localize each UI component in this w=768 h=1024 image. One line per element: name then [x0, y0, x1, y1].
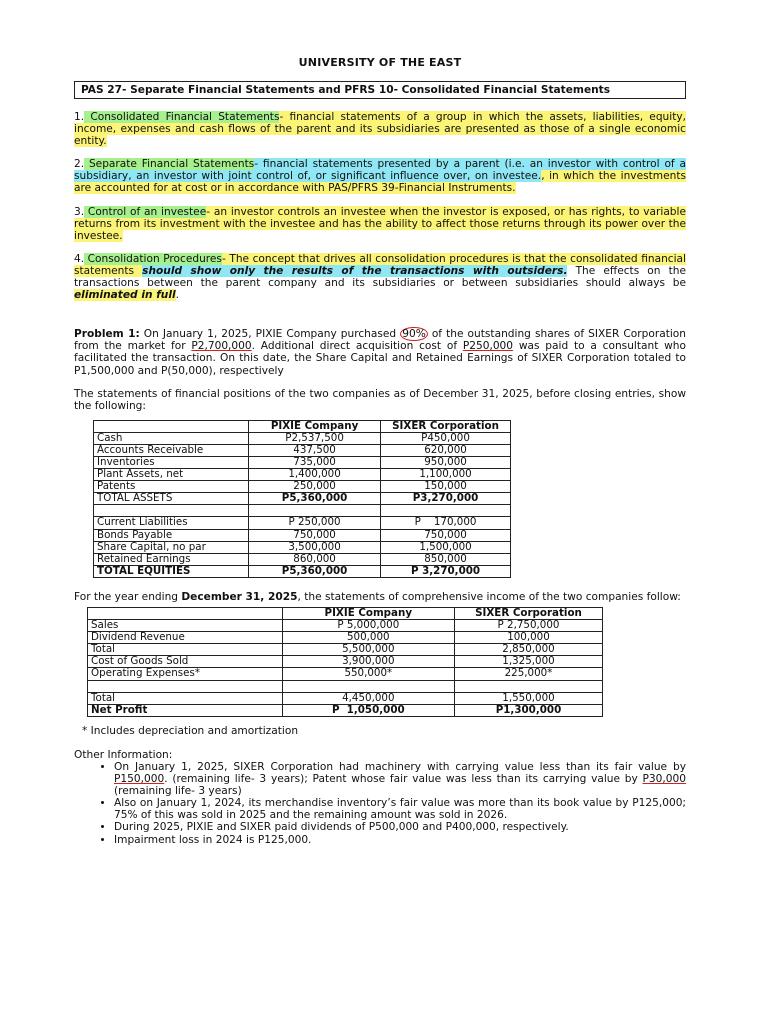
table-row — [94, 517, 511, 529]
blank-cell — [381, 505, 511, 517]
pixie-value: 5,500,000 — [282, 644, 454, 656]
sixer-value: 1,500,000 — [381, 541, 511, 553]
sci-intro-text: For the year ending — [74, 590, 182, 603]
list-item: • Impairment loss in 2024 is P125,000. — [114, 834, 686, 846]
list-item: • During 2025, PIXIE and SIXER paid dividends of P500,000 and P400,000, respectively. — [114, 821, 686, 833]
row-label: Accounts Receivable — [94, 444, 249, 456]
problem-label: Problem 1: — [74, 328, 140, 341]
pixie-value: P2,537,500 — [249, 432, 381, 444]
blank-cell — [88, 680, 283, 692]
definition-number: 3. — [74, 205, 85, 218]
header-cell — [94, 420, 249, 432]
sixer-value: 100,000 — [454, 632, 602, 644]
pixie-value: 4,450,000 — [282, 692, 454, 704]
problem-text: On January 1, 2025, PIXIE Company purchased — [139, 328, 401, 341]
definition-text: - financial statements presented by a parent (i.e. an investor with control of a subsidiary, an investor with joint control of, or significant influence over, on investee. — [74, 158, 686, 183]
sixer-value: 620,000 — [381, 444, 511, 456]
row-label: Cash — [94, 432, 249, 444]
header-cell: SIXER Corporation — [454, 608, 602, 620]
sixer-value: P 3,270,000 — [381, 565, 511, 577]
pixie-value: 750,000 — [249, 529, 381, 541]
row-label: Inventories — [94, 457, 249, 469]
pixie-value: 735,000 — [249, 457, 381, 469]
table-row — [94, 481, 511, 493]
table-row — [94, 469, 511, 481]
table-row-total — [88, 692, 603, 704]
header-cell: PIXIE Company — [249, 420, 381, 432]
pixie-value: 550,000* — [282, 668, 454, 680]
blank-cell — [454, 680, 602, 692]
row-label: Total — [88, 644, 283, 656]
table-blank-row — [88, 680, 603, 692]
definition-emphasis-2: eliminated in full — [74, 289, 176, 302]
definition-text-cont: The effects on the transactions between the parent company and its subsidiaries or between subsidiaries should always be — [74, 264, 686, 290]
blank-cell — [94, 505, 249, 517]
ownership-percent: 90% — [402, 328, 426, 341]
row-label: Dividend Revenue — [88, 632, 283, 644]
blank-cell — [282, 680, 454, 692]
table-header-row — [88, 608, 603, 620]
sixer-value: 2,850,000 — [454, 644, 602, 656]
footnote: * Includes depreciation and amortization — [82, 724, 299, 737]
row-label: Total — [88, 692, 283, 704]
list-item — [114, 761, 686, 797]
problem-paragraph — [74, 328, 686, 376]
pixie-value: 3,900,000 — [282, 656, 454, 668]
definition-term: Consolidation Procedures — [84, 252, 222, 265]
sixer-value: 150,000 — [381, 481, 511, 493]
definition-consolidated — [74, 111, 686, 147]
info-text: On January 1, 2025, SIXER Corporation had machinery with carrying value less than its fair value by — [114, 760, 686, 773]
header-cell — [88, 608, 283, 620]
sci-intro-date: December 31, 2025 — [181, 590, 298, 603]
problem-text: of the outstanding shares of SIXER Corporation from the market for — [74, 328, 686, 353]
header-cell: PIXIE Company — [282, 608, 454, 620]
definition-text: - financial statements of a group in which the assets, liabilities, equity, income, expenses and cash flows of the parent and its subsidiaries are presented as those of a single economic entity. — [74, 111, 686, 148]
row-label: Cost of Goods Sold — [88, 656, 283, 668]
acquisition-cost: P250,000 — [462, 340, 514, 353]
table-row — [94, 541, 511, 553]
definition-number: 1. — [74, 111, 85, 123]
table-row — [88, 668, 603, 680]
definition-text-cont: , in which the investments are accounted for at cost or in accordance with PAS/PFRS 39-Financial Instruments. — [74, 170, 686, 195]
definition-number: 4. — [74, 252, 85, 265]
blank-cell — [249, 505, 381, 517]
pixie-value: 250,000 — [249, 481, 381, 493]
sci-intro — [74, 591, 686, 603]
table-row — [94, 432, 511, 444]
pixie-value: P 5,000,000 — [282, 620, 454, 632]
table-row-total-equities — [94, 565, 511, 577]
pixie-value: P 1,050,000 — [282, 704, 454, 716]
row-label: Share Capital, no par — [94, 541, 249, 553]
pixie-value: 860,000 — [249, 553, 381, 565]
machinery-value: P150,000 — [114, 773, 165, 786]
list-item: • Also on January 1, 2024, its merchandise inventory’s fair value was more than its book value by P125,000; 75% of this was sold in 2025 and the remaining amount was sold in 2026. — [114, 797, 686, 821]
table-row — [94, 553, 511, 565]
pixie-value: P5,360,000 — [249, 493, 381, 505]
table-blank-row — [94, 505, 511, 517]
row-label: Sales — [88, 620, 283, 632]
definition-text: - The concept that drives all consolidation procedures is that the consolidated financial statements — [74, 252, 686, 277]
pixie-value: 1,400,000 — [249, 469, 381, 481]
row-label: TOTAL EQUITIES — [94, 565, 249, 577]
other-info-title: Other Information: — [74, 748, 173, 761]
sixer-value: 1,325,000 — [454, 656, 602, 668]
row-label: Net Profit — [88, 704, 283, 716]
row-label: Plant Assets, net — [94, 469, 249, 481]
definition-separate — [74, 158, 686, 194]
sixer-value: 225,000* — [454, 668, 602, 680]
sixer-value: P3,270,000 — [381, 493, 511, 505]
table-row — [94, 444, 511, 456]
pixie-value: 3,500,000 — [249, 541, 381, 553]
info-text: (remaining life- 3 years) — [114, 785, 242, 798]
row-label: Operating Expenses* — [88, 668, 283, 680]
table-row — [94, 457, 511, 469]
problem-text: was paid to a consultant who facilitated the transaction. On this date, the Share Capital and Retained Earnings of SIXER Corporation totaled to P1,500,000 and P(50,000), respectively — [74, 340, 687, 377]
sci-intro-text: , the statements of comprehensive income of the two companies follow: — [297, 590, 681, 603]
sixer-value: 950,000 — [381, 457, 511, 469]
row-label: Patents — [94, 481, 249, 493]
comprehensive-income-table — [87, 607, 603, 717]
table-row — [88, 632, 603, 644]
definition-term: Consolidated Financial Statements — [84, 111, 280, 123]
header-cell: SIXER Corporation — [381, 420, 511, 432]
definition-control — [74, 206, 686, 242]
sixer-value: 850,000 — [381, 553, 511, 565]
sixer-value: P 170,000 — [381, 517, 511, 529]
university-title: UNIVERSITY OF THE EAST — [298, 56, 462, 69]
sixer-value: 1,100,000 — [381, 469, 511, 481]
row-label: Current Liabilities — [94, 517, 249, 529]
other-info-list — [74, 761, 686, 846]
table-row-net-profit — [88, 704, 603, 716]
definition-number: 2. — [74, 158, 85, 171]
table-row-total-assets — [94, 493, 511, 505]
row-label: Bonds Payable — [94, 529, 249, 541]
pixie-value: 437,500 — [249, 444, 381, 456]
sfp-intro: The statements of financial positions of the two companies as of December 31, 2025, before closing entries, show the following: — [74, 387, 686, 412]
sixer-value: 750,000 — [381, 529, 511, 541]
sixer-value: 1,550,000 — [454, 692, 602, 704]
table-header-row — [94, 420, 511, 432]
definition-end: . — [175, 289, 179, 302]
info-text: . (remaining life- 3 years); Patent whose fair value was less than its carrying value by — [164, 773, 643, 786]
problem-text: . Additional direct acquisition cost of — [251, 340, 463, 353]
patent-value: P30,000 — [642, 773, 686, 786]
pixie-value: P 250,000 — [249, 517, 381, 529]
table-row — [88, 644, 603, 656]
table-row — [88, 620, 603, 632]
pixie-value: P5,360,000 — [249, 565, 381, 577]
table-row — [94, 529, 511, 541]
row-label: Retained Earnings — [94, 553, 249, 565]
purchase-price: P2,700,000 — [191, 340, 252, 353]
definition-term: Control of an investee — [84, 205, 207, 218]
sixer-value: P450,000 — [381, 432, 511, 444]
definition-term: Separate Financial Statements — [84, 158, 255, 171]
pixie-value: 500,000 — [282, 632, 454, 644]
topic-box: PAS 27- Separate Financial Statements and PFRS 10- Consolidated Financial Statements — [74, 81, 686, 99]
definition-emphasis: should show only the results of the transactions with outsiders. — [142, 264, 568, 277]
definition-procedures — [74, 253, 686, 301]
table-row — [88, 656, 603, 668]
definition-text: - an investor controls an investee when the investor is exposed, or has rights, to variable returns from its investment with the investee and has the ability to affect those returns through its power over the investee. — [74, 205, 686, 242]
financial-position-table — [93, 420, 511, 578]
sixer-value: P 2,750,000 — [454, 620, 602, 632]
row-label: TOTAL ASSETS — [94, 493, 249, 505]
sixer-value: P1,300,000 — [454, 704, 602, 716]
